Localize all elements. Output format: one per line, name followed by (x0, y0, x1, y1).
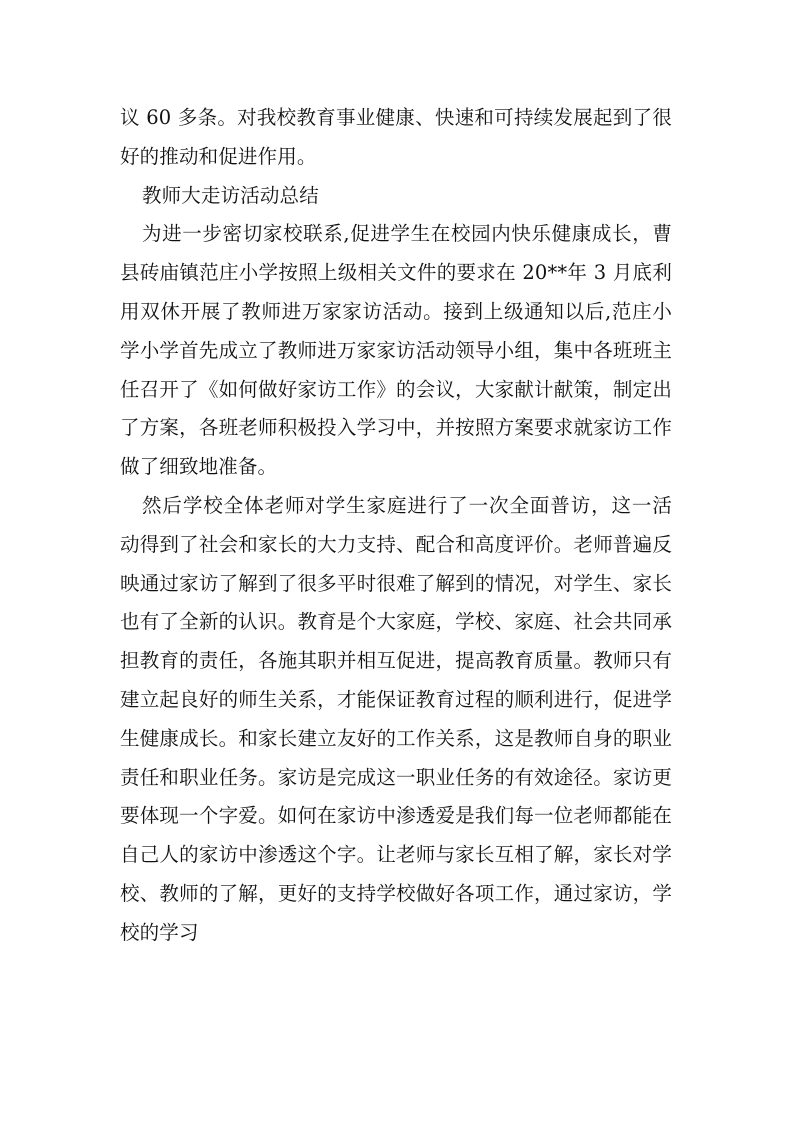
section-title: 教师大走访活动总结 (142, 183, 319, 207)
body-paragraph-1: 为进一步密切家校联系,促进学生在校园内快乐健康成长，曹县砖庙镇范庄小学按照上级相关文件的要求在 20**年 3 月底利用双休开展了教师进万家家访活动。接到上级通知以后,范庄小学小学首先成立了教师进万家家访活动领导小组，集中各班班主任召开了《如何做好家访工作》的会议，大家献计献策，制定出了方案，各班老师积极投入学习中，并按照方案要求就家访工作做了细致地准备。 (120, 222, 672, 479)
body-paragraph-2: 然后学校全体老师对学生家庭进行了一次全面普访，这一活动得到了社会和家长的大力支持、配合和高度评价。老师普遍反映通过家访了解到了很多平时很难了解到的情况，对学生、家长也有了全新的认识。教育是个大家庭，学校、家庭、社会共同承担教育的责任，各施其职并相互促进，提高教育质量。教师只有建立起良好的师生关系，才能保证教育过程的顺利进行，促进学生健康成长。和家长建立友好的工作关系，这是教师自身的职业责任和职业任务。家访是完成这一职业任务的有效途径。家访更要体现一个字爱。如何在家访中渗透爱是我们每一位老师都能在自己人的家访中渗透这个字。让老师与家长互相了解，家长对学校、教师的了解，更好的支持学校做好各项工作，通过家访，学校的学习 (120, 493, 672, 944)
document-content (120, 99, 672, 953)
continued-paragraph: 议 60 多条。对我校教育事业健康、快速和可持续发展起到了很好的推动和促进作用。 (120, 106, 672, 168)
